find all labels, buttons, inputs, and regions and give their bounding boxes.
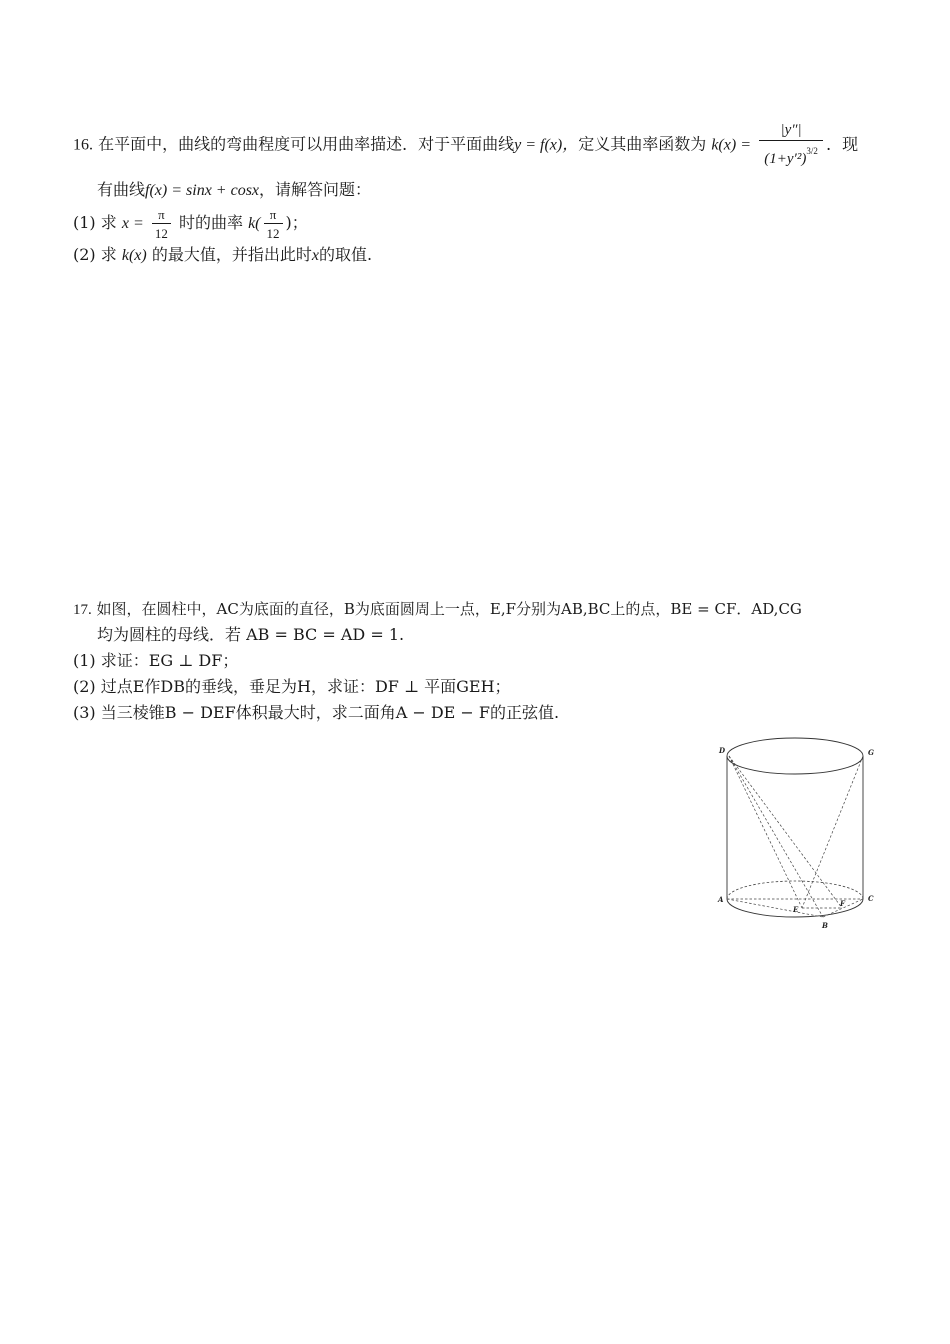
segment-GE xyxy=(802,756,863,908)
q17-line2 xyxy=(97,625,404,645)
q16-p1-pi: π xyxy=(158,206,165,222)
q17-p2: (2) 过点E作DB的垂线，垂足为H，求证：DF ⊥ 平面GEH； xyxy=(73,677,511,696)
label-D: D xyxy=(719,746,726,755)
q16-p1-x: x = xyxy=(121,215,144,232)
q16-p1-fraction-2 xyxy=(264,207,283,241)
q16-line1 xyxy=(73,122,858,166)
q16-part2 xyxy=(73,245,372,266)
label-C: C xyxy=(868,894,874,903)
q16-p2-x: x xyxy=(311,247,319,264)
q16-curvature-fraction xyxy=(759,122,823,168)
q16-part1 xyxy=(73,203,308,243)
q16-intro-a: 在平面中，曲线的弯曲程度可以用曲率描述．对于平面曲线 xyxy=(98,134,515,154)
q16-intro-b: 定义其曲率函数为 xyxy=(578,134,707,154)
q16-function: f(x) = sinx + cosx xyxy=(145,182,260,199)
q16-number: 16. xyxy=(73,136,93,154)
q16-intro-c: ．现 xyxy=(826,134,859,154)
q16-p1-k: k( xyxy=(248,215,261,232)
segment-DF xyxy=(729,756,842,908)
label-B: B xyxy=(822,921,828,930)
cylinder-svg xyxy=(714,734,886,938)
q16-k-numerator: |y″| xyxy=(780,122,802,138)
q16-p1-mid: 时的曲率 xyxy=(178,213,243,232)
q16-curve-eq: y = f(x)， xyxy=(514,136,579,154)
q17-part1 xyxy=(73,651,238,671)
q16-k-den-base: (1+y′²) xyxy=(764,151,807,167)
q17-line1 xyxy=(73,599,802,620)
q17-stem-line1: 如图，在圆柱中，AC为底面的直径，B为底面圆周上一点，E,F分别为AB,BC上的点，BE = CF．AD,CG xyxy=(96,600,802,618)
q16-line2 xyxy=(97,180,371,201)
segment-DE xyxy=(729,756,802,908)
q16-p1-label: (1) 求 xyxy=(73,213,117,232)
q16-k-den-exponent: 3/2 xyxy=(806,146,818,156)
q17-number: 17. xyxy=(73,602,92,618)
cylinder-figure xyxy=(714,734,886,938)
q16-k-lhs: k(x) = xyxy=(711,136,751,154)
label-E: E xyxy=(793,905,799,914)
q16-line2-b: ，请解答问题： xyxy=(259,180,372,199)
q17-p1: (1) 求证：EG ⊥ DF； xyxy=(73,651,239,670)
q17-part3 xyxy=(73,703,559,723)
q17-stem-line2: 均为圆柱的母线．若 AB = BC = AD = 1. xyxy=(97,625,405,644)
q16-p2-k: k(x) xyxy=(121,247,147,264)
q17-part2 xyxy=(73,677,511,697)
q16-line2-a: 有曲线 xyxy=(97,180,146,199)
label-G: G xyxy=(868,748,874,757)
q16-p2-label: (2) 求 xyxy=(73,245,117,264)
label-A: A xyxy=(718,895,724,904)
q16-p1-end: )； xyxy=(285,213,308,232)
q16-k-denominator xyxy=(759,140,823,168)
q16-p2-mid: 的最大值，并指出此时 xyxy=(151,245,312,264)
top-ellipse xyxy=(727,738,863,774)
q16-p1-12: 12 xyxy=(152,223,171,241)
q16-p2-end: 的取值. xyxy=(318,245,373,264)
q16-p1-12-2: 12 xyxy=(264,223,283,241)
bottom-ellipse-back xyxy=(727,881,863,899)
q16-p1-fraction xyxy=(152,207,171,241)
segment-DB xyxy=(729,756,823,917)
q17-p3: (3) 当三棱锥B − DEF体积最大时，求二面角A − DE − F的正弦值. xyxy=(73,703,560,722)
label-F: F xyxy=(840,899,845,908)
q16-p1-pi-2: π xyxy=(269,206,277,222)
